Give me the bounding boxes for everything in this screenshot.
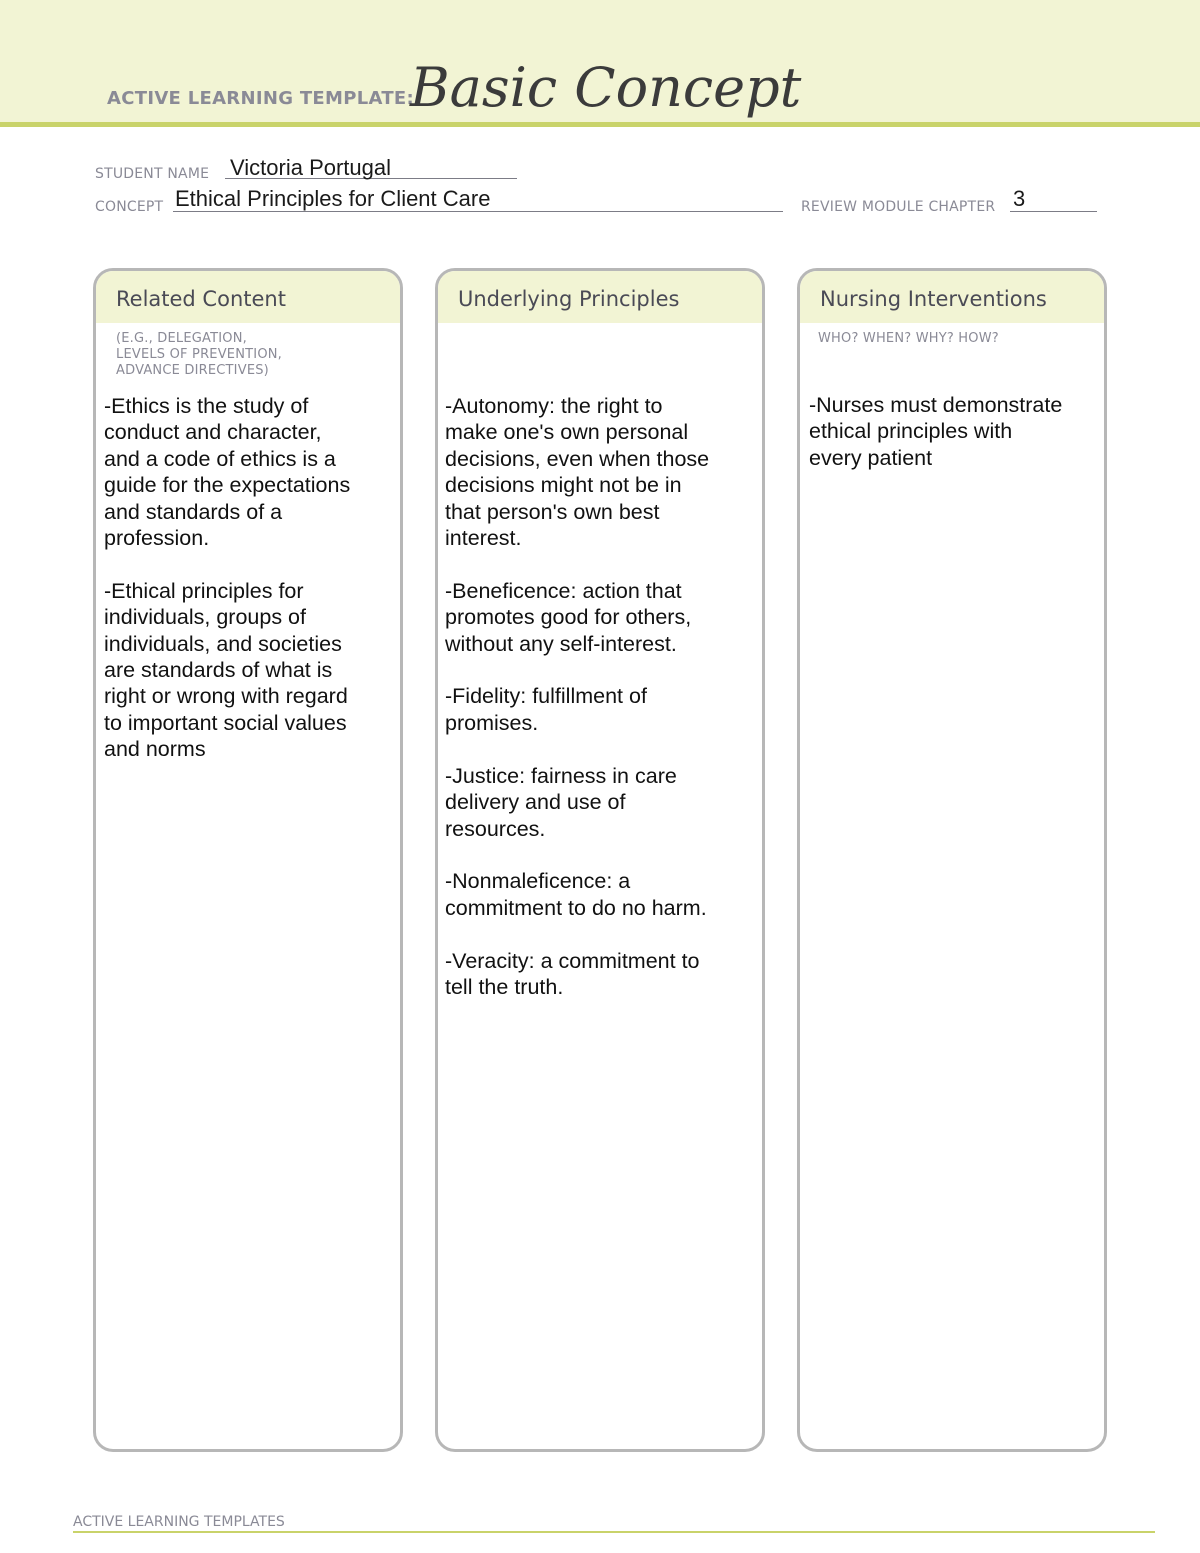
template-title: Basic Concept	[410, 56, 802, 119]
related-content-text[interactable]: -Ethics is the study of conduct and character, and a code of ethics is a guide for the expectations and standards of a profession. -Ethical principles for individuals, groups of individuals, and societies are standards of what is right or wrong with regard to important social values and norms	[104, 394, 351, 762]
concept-label: CONCEPT	[95, 199, 164, 215]
nursing-interventions-subtitle: WHO? WHEN? WHY? HOW?	[818, 331, 999, 346]
underlying-principles-panel	[435, 268, 765, 1452]
concept-field[interactable]: Ethical Principles for Client Care	[175, 186, 491, 211]
footer-label: ACTIVE LEARNING TEMPLATES	[73, 1514, 285, 1530]
nursing-interventions-title: Nursing Interventions	[800, 271, 1104, 323]
underlying-principles-title: Underlying Principles	[438, 271, 762, 323]
template-label: ACTIVE LEARNING TEMPLATE:	[107, 88, 414, 109]
student-name-field[interactable]: Victoria Portugal	[230, 155, 392, 180]
related-content-title: Related Content	[96, 271, 400, 323]
related-content-panel	[93, 268, 403, 1452]
student-name-label: STUDENT NAME	[95, 166, 210, 182]
nursing-interventions-panel	[797, 268, 1107, 1452]
underlying-principles-text[interactable]: -Autonomy: the right to make one's own personal decisions, even when those decisions might not be in that person's own best interest. -Beneficence: action that promotes good for others, without any self-interest. -Fidelity: fulfillment of promises. -Justice: fairness in care delivery and use of resources. -Nonmaleficence: a commitment to do no harm. -Veracity: a commitment to tell the truth.	[445, 394, 710, 999]
review-module-label: REVIEW MODULE CHAPTER	[801, 199, 996, 215]
review-module-field[interactable]: 3	[1013, 186, 1026, 211]
nursing-interventions-text[interactable]: -Nurses must demonstrate ethical principles with every patient	[809, 393, 1063, 470]
footer-rule	[73, 1531, 1155, 1533]
header-rule	[0, 122, 1200, 127]
related-content-subtitle: (E.G., DELEGATION, LEVELS OF PREVENTION, ADVANCE DIRECTIVES)	[116, 331, 283, 378]
